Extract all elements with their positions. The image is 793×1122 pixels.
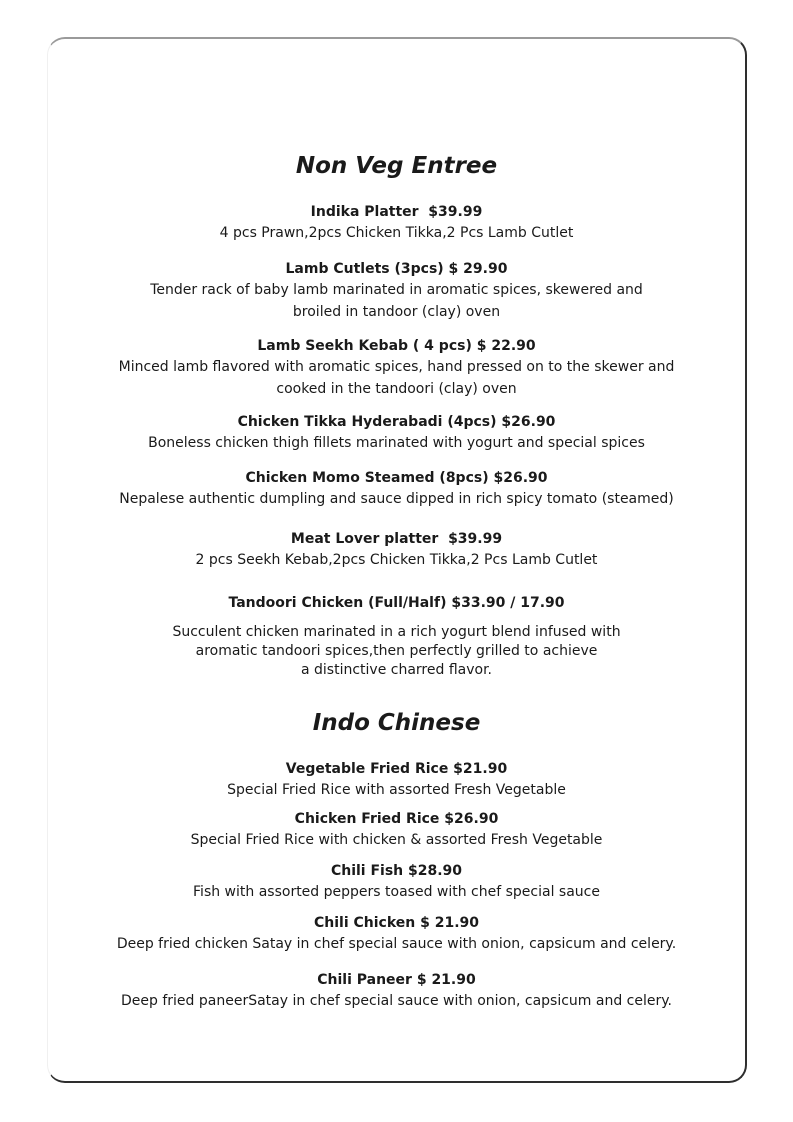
section-title-indo-chinese: Indo Chinese — [312, 710, 481, 736]
menu-item-description: Boneless chicken thigh fillets marinated with yogurt and special spices — [148, 435, 645, 451]
menu-item-lamb-cutlets — [0, 259, 793, 323]
menu-item-chili-fish — [0, 861, 793, 903]
menu-item-name: Indika Platter $39.99 — [310, 204, 483, 220]
menu-item-name: Lamb Cutlets (3pcs) $ 29.90 — [285, 261, 508, 277]
menu-item-name: Chicken Fried Rice $26.90 — [294, 811, 499, 827]
menu-item-chicken-fried-rice — [0, 809, 793, 851]
menu-item-name: Chicken Momo Steamed (8pcs) $26.90 — [245, 470, 548, 486]
menu-item-vegetable-fried-rice — [0, 759, 793, 801]
menu-item-tandoori-chicken — [0, 593, 793, 680]
menu-item-indika-platter — [0, 202, 793, 244]
section-title-non-veg-entree: Non Veg Entree — [295, 153, 498, 179]
menu-item-description: Fish with assorted peppers toased with chef special sauce — [193, 884, 600, 900]
menu-item-description: cooked in the tandoori (clay) oven — [276, 381, 517, 397]
menu-item-description: Minced lamb flavored with aromatic spices, hand pressed on to the skewer and — [118, 359, 675, 375]
menu-item-chicken-momo-steamed — [0, 468, 793, 510]
menu-item-chicken-tikka-hyderabadi — [0, 412, 793, 454]
menu-item-description: 4 pcs Prawn,2pcs Chicken Tikka,2 Pcs Lamb Cutlet — [219, 225, 574, 241]
menu-item-name: Chili Paneer $ 21.90 — [317, 972, 476, 988]
menu-item-meat-lover-platter — [0, 529, 793, 571]
menu-item-description: Nepalese authentic dumpling and sauce dipped in rich spicy tomato (steamed) — [119, 491, 674, 507]
menu-item-description: aromatic tandoori spices,then perfectly grilled to achieve — [195, 643, 598, 659]
menu-item-name: Tandoori Chicken (Full/Half) $33.90 / 17.90 — [228, 595, 565, 611]
menu-item-name: Vegetable Fried Rice $21.90 — [285, 761, 508, 777]
menu-item-description: Succulent chicken marinated in a rich yogurt blend infused with — [172, 624, 621, 640]
menu-item-description: 2 pcs Seekh Kebab,2pcs Chicken Tikka,2 Pcs Lamb Cutlet — [195, 552, 598, 568]
menu-item-chili-chicken — [0, 913, 793, 955]
menu-item-description: a distinctive charred flavor. — [300, 662, 492, 678]
menu-item-description: Special Fried Rice with assorted Fresh Vegetable — [227, 782, 566, 798]
menu-item-description: Tender rack of baby lamb marinated in aromatic spices, skewered and — [150, 282, 643, 298]
menu-item-name: Chicken Tikka Hyderabadi (4pcs) $26.90 — [237, 414, 556, 430]
menu-item-chili-paneer — [0, 970, 793, 1012]
menu-item-name: Lamb Seekh Kebab ( 4 pcs) $ 22.90 — [257, 338, 536, 354]
menu-item-description: Special Fried Rice with chicken & assorted Fresh Vegetable — [190, 832, 603, 848]
menu-item-name: Chili Chicken $ 21.90 — [313, 915, 480, 931]
menu-item-description: Deep fried paneerSatay in chef special sauce with onion, capsicum and celery. — [121, 993, 672, 1009]
menu-item-name: Chili Fish $28.90 — [330, 863, 463, 879]
menu-item-name: Meat Lover platter $39.99 — [290, 531, 503, 547]
menu-item-description: Deep fried chicken Satay in chef special sauce with onion, capsicum and celery. — [116, 936, 677, 952]
menu-item-description: broiled in tandoor (clay) oven — [292, 304, 501, 320]
menu-item-lamb-seekh-kebab — [0, 336, 793, 400]
